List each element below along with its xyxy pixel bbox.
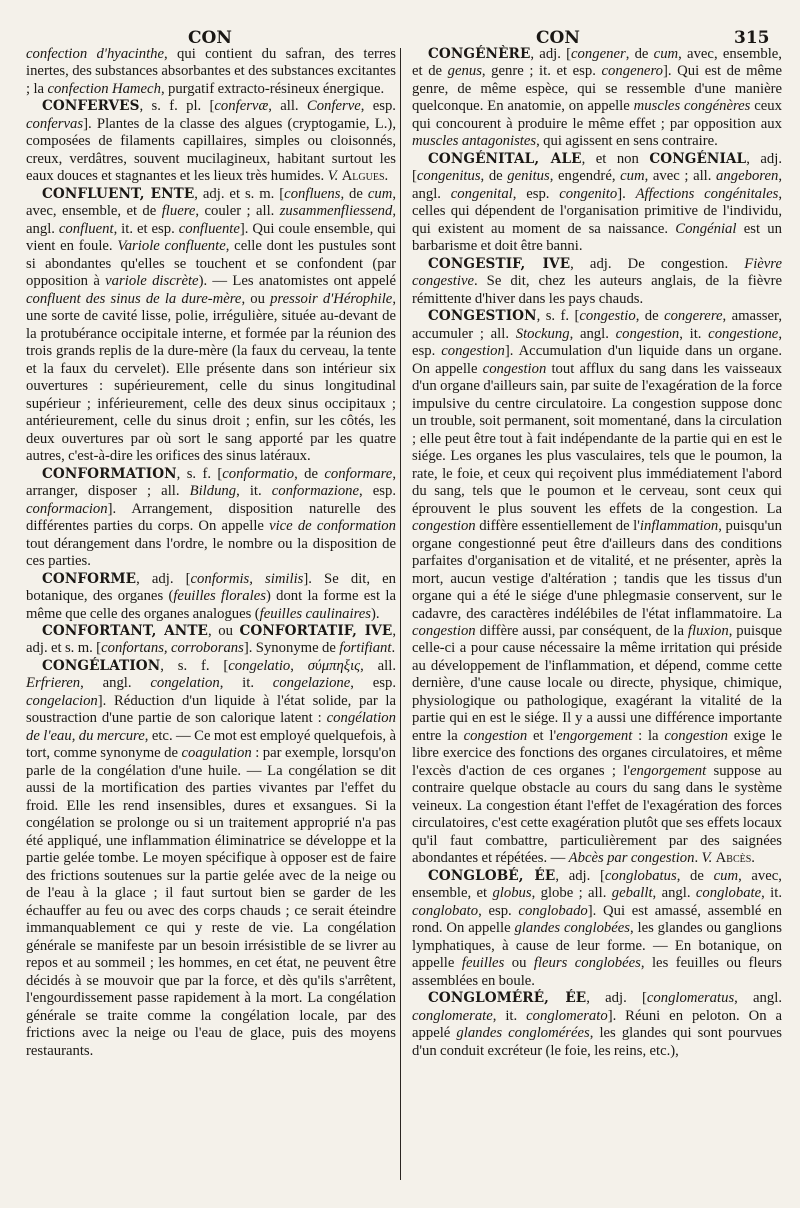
entry-text: diffère aussi, par conséquent, de la — [475, 622, 688, 639]
entry-text: : par exemple, lorsqu'on parle de la congélation d'une huile. — La congélation se dit aussi de la mortification des parties vivantes par l'effet du froid. Elle les rend insensibles, dures et exsangues. Si la congélation se prolonge ou si un traitement approprié n'a pas été appliqué, une inflammation éliminatrice se développe et la partie gelée tombe. Le moyen spécifique à opposer est de faire des frictions soutenues sur la partie gelée avec de la neige ou de l'eau à la glace ; il faut surtout bien se garder de les échauffer au feu ou avec des corps chauds ; ce serait éteindre immanquablement ce qui y reste de vie. La congélation générale se manifeste par un besoin irrésistible de se livrer au repos et au sommeil ; les hommes, en cet état, ne peuvent être décidés à se mouvoir que par la force, et dès qu'ils s'arrêtent, l'engourdissement passe rapidement à la mort. La congélation générale se traite comme la congélation locale, par des frictions avec la neige ou l'eau de glace, puis des moyens restaurants. — [26, 745, 396, 1059]
entry-text: , angl. — [80, 675, 151, 692]
entry-text: congestion — [664, 727, 728, 744]
entry-text: , — [290, 657, 308, 674]
entry-text: . — [391, 640, 396, 657]
entry-text: , it. — [236, 483, 272, 500]
headword: CONGÉLATION — [42, 657, 161, 674]
entry-text: , esp. — [478, 902, 519, 919]
entry-text: , ou — [208, 622, 240, 639]
entry-congenere — [412, 46, 782, 151]
entry-text: ]. Réduction d'un liquide à l'état solide, par la soustraction d'une partie de son calorique latent : — [26, 692, 396, 727]
entry-text: fluxion — [687, 622, 729, 639]
entry-text: coagulation — [181, 745, 252, 762]
column-divider — [400, 48, 401, 1180]
entry-text: , de — [635, 308, 665, 325]
entry-text: congelation — [150, 675, 220, 692]
entry-text: muscles antagonistes — [412, 133, 537, 150]
entry-text: , adj. [ — [530, 46, 572, 62]
entry-text: glandes conglomérées — [456, 1025, 590, 1042]
entry-text: exige le libre exercice des fonctions des organes circulatoires, et même l'excès d'action de ces organes ; l' — [412, 727, 783, 779]
entry-text: ). — [371, 605, 380, 622]
entry-text: , engendré, — [549, 168, 621, 185]
entry-text: fortifiant — [339, 640, 392, 657]
entry-text: feuilles florales — [173, 588, 266, 605]
entry-text: pressoir d'Hérophile — [270, 290, 393, 307]
entry-text: ) dont la forme est la même que celle des organes analogues ( — [26, 588, 396, 622]
entry-text: congestion — [441, 343, 505, 360]
entry-text: conglobado — [518, 902, 588, 919]
entry-text: , esp. — [350, 675, 396, 692]
entry-text: diffère essentiellement de l' — [475, 518, 640, 535]
entry-confortant — [26, 623, 396, 658]
entry-text: congelatio — [228, 657, 291, 674]
entry-text: ]. Accumulation d'un liquide dans un organe. On appelle — [412, 343, 783, 377]
entry-text: , avec ; all. — [644, 168, 717, 185]
entry-text: ). — Les anatomistes ont appelé — [198, 273, 396, 290]
entry-text: conformatio — [222, 465, 295, 482]
entry-text: cum — [653, 46, 679, 62]
entry-text: , avec, ensemble, et — [412, 867, 782, 902]
entry-text: tout afflux du sang dans les vaisseaux d'un organe d'ailleurs sain, par suite de l'exagération de la force impulsive du centre circulatoire. La congestion suppose donc un trouble, soit permanent, soit momentané, dans la circulation ; elle peut être tout à fait indépendante de la partie qui en est le siége. Les organes les plus vasculaires, tels que le poumon, la rate, le foie, et ceux qui reçoivent plus immédiatement l'abord du sang, tels que le poumon et le cerveau, sont ceux qui éprouvent le plus souvent les effets de la congestion. La — [412, 360, 782, 517]
entry-text: genus — [447, 63, 482, 80]
entry-text: cum — [367, 185, 393, 202]
entry-text: congestion — [412, 622, 476, 639]
entry-text: conformacion — [26, 500, 108, 517]
entry-text: conformare — [324, 465, 393, 482]
entry-text: fleurs conglobées — [533, 955, 641, 972]
entry-text: est un barbarisme et doit être banni. — [412, 220, 782, 255]
entry-text: , celles qui dépendent de l'organisation primitive de l'individu, qui existent au moment de sa naissance. — [412, 185, 782, 237]
entry-text: , etc. — Ce mot est employé quelquefois, à tort, comme synonyme de — [26, 727, 396, 762]
entry-text: Affections congénitales — [635, 185, 779, 202]
entry-text: , esp. — [360, 98, 396, 115]
entry-text: , couler ; all. — [195, 203, 280, 220]
entry-text: et l' — [527, 727, 557, 744]
entry-text: Congénial — [675, 220, 737, 237]
entry-text: congenitus — [416, 168, 481, 185]
entry-text: tout dérangement dans l'ordre, le nombre ou la disposition de ces parties. — [26, 535, 396, 570]
entry-text: Variole confluente — [117, 238, 226, 255]
entry-text: glandes conglobées — [514, 920, 631, 937]
entry-text: congenito — [559, 185, 618, 202]
entry-text: . — [751, 850, 755, 867]
entry-congelation — [26, 658, 396, 1060]
entry-text: , all. — [268, 98, 307, 115]
entry-text: Fièvre congestive — [412, 255, 782, 290]
entry-text: , avec, ensemble, et de — [412, 46, 782, 80]
entry-text: conformis, similis — [190, 570, 304, 587]
headword: CONGÉNIAL — [649, 150, 747, 167]
entry-text: inflammation — [639, 518, 719, 535]
entry-text: , de — [625, 46, 654, 62]
entry-text: conglobato — [412, 902, 479, 919]
entry-text: congerere — [664, 308, 723, 325]
entry-text: Stockung — [515, 325, 570, 342]
entry-text: angeboren — [716, 168, 779, 185]
entry-text: congestion — [412, 518, 476, 535]
headword: CONFORME — [42, 570, 137, 587]
headword: CONGLOMÉRÉ, ÉE — [428, 990, 587, 1007]
entry-text: V. — [701, 850, 716, 867]
entry-text: congestion — [482, 360, 547, 377]
entry-text: congestion — [463, 727, 528, 744]
entry-text: ]. Qui est de même genre, de même espèce, qui se ressemble d'une manière quelconque. En anatomie, on appelle — [412, 63, 782, 115]
entry-text: geballt — [611, 885, 653, 902]
entry-text: cum — [620, 168, 645, 185]
entry-confection-continued — [26, 46, 396, 98]
entry-text: , angl. — [569, 325, 616, 342]
entry-text: feuilles — [461, 955, 505, 972]
entry-congenital — [412, 151, 782, 256]
entry-confluent — [26, 186, 396, 466]
headword: CONGÉNITAL, ALE — [428, 150, 582, 167]
headword: CONFORTANT, ANTE — [42, 622, 209, 639]
entry-text: congener — [571, 46, 626, 62]
entry-text: , arranger, disposer ; all. — [26, 465, 396, 500]
entry-text: congenital — [450, 185, 513, 202]
entry-text: , de — [676, 867, 714, 884]
entry-text: , esp. — [412, 325, 782, 360]
entry-text: , celle dont les pustules sont si abondantes qu'elles se touchent et se confondent (par opposition à — [26, 238, 396, 290]
entry-text: ]. Qui coule ensemble, qui vient en foule. — [26, 220, 396, 255]
entry-text: ]. Se dit, en botanique, des organes ( — [26, 570, 396, 605]
entry-text: , s. f. pl. [ — [139, 98, 215, 115]
entry-text: , esp. — [359, 483, 397, 500]
entry-text: , it. et esp. — [113, 220, 179, 237]
entry-text: Abcès — [715, 850, 752, 867]
entry-text: Bildung — [189, 483, 237, 500]
entry-text: Conferve — [306, 98, 361, 115]
headword: CONFORTATIF, IVE — [239, 622, 393, 639]
entry-text: ]. Plantes de la classe des algues (cryptogamie, L.), composées de filaments capillaires, simples ou cloisonnés, creux, verdâtres, souvent mucilagineux, habitant surtout les eaux douces et stagnantes et les lieux très humides. — [26, 115, 396, 185]
headword: CONGÉNÈRE — [428, 46, 531, 62]
entry-text: conglomeratus — [646, 990, 735, 1007]
entry-text: , purgatif extracto-résineux énergique. — [160, 80, 385, 97]
headword: CONFORMATION — [42, 465, 177, 482]
entry-text: , angl. — [412, 168, 782, 202]
entry-text: globus — [492, 885, 532, 902]
entry-text: , amasser, accumuler ; all. — [412, 308, 782, 342]
entry-text: , esp. — [512, 185, 560, 202]
left-column — [26, 46, 396, 1060]
entry-text: vice de conformation — [269, 518, 396, 535]
entry-text: ]. Arrangement, disposition naturelle des différentes parties du corps. On appelle — [26, 500, 396, 535]
entry-text: congelazione — [272, 675, 351, 692]
entry-text: feuilles caulinaires — [259, 605, 371, 622]
entry-text: , it. — [219, 675, 273, 692]
entry-text: , angl. — [652, 885, 696, 902]
entry-text: , adj. [ — [555, 867, 605, 884]
headword: CONGESTION — [428, 308, 537, 325]
entry-text: , avec, ensemble, et de — [26, 185, 397, 220]
entry-text: genitus — [507, 168, 550, 185]
entry-text: congelacion — [26, 692, 98, 709]
headword: CONFLUENT, ENTE — [42, 185, 195, 202]
entry-text: σύμπηξις — [307, 657, 361, 674]
entry-text: confortans, corroborans — [101, 640, 244, 657]
entry-text: , adj. et s. m. [ — [26, 622, 396, 657]
entry-text: , adj. [ — [412, 150, 782, 185]
right-column — [412, 46, 782, 1060]
entry-text: ]. — [617, 185, 636, 202]
entry-text: , it. — [679, 325, 709, 342]
entry-text: , de — [480, 168, 508, 185]
right-guide-word: CON — [536, 28, 580, 48]
headword: CONGESTIF, IVE — [428, 255, 571, 272]
entry-text: , une sorte de cavité lisse, polie, irrégulière, située au-devant de la protubérance occipitale interne, et formée par la réunion des trois grands replis de la dure-mère (la faux du cerveau, la tente et la faux du cervelet). Elle présente dans son intérieur six ouvertures : supérieurement, celle du sinus longitudinal supérieur ; inférieurement, celle des deux sinus occipitaux ; antérieurement, celle du sinus droit ; enfin, sur les côtés, les deux ouvertures par où sort le sang apporté par les quatre autres, c'est-à-dire les orifices des sinus latéraux. — [26, 290, 396, 465]
entry-text: confluente — [178, 220, 240, 237]
entry-text: ]. Synonyme de — [243, 640, 340, 657]
headword: CONFERVES — [42, 98, 140, 115]
entry-text: V. — [327, 168, 342, 185]
entry-text: , angl. — [26, 203, 396, 237]
entry-text: conformazione — [271, 483, 360, 500]
entry-text: engorgement — [630, 762, 707, 779]
entry-text: : la — [632, 727, 665, 744]
entry-text: congestione — [708, 325, 779, 342]
entry-congestion — [412, 308, 782, 868]
entry-text: Algues — [341, 168, 385, 185]
entry-text: Erfrieren — [26, 675, 81, 692]
entry-conglomere — [412, 990, 782, 1060]
entry-text: confluent — [58, 220, 114, 237]
entry-text: Abcès par congestion — [568, 850, 695, 867]
entry-text: congélation de l'eau, du mercure — [26, 710, 396, 744]
entry-text: , les feuilles ou fleurs assemblées en boule. — [412, 955, 782, 989]
entry-text: suppose au contraire quelque obstacle au cours du sang dans le système veineux. La congestion étant l'effet de l'exagération des forces circulatoires, c'est cette exagération plutôt que ses effets locaux qu'il faut combattre, particulièrement par des saignées abondantes et répétées. — — [412, 762, 782, 867]
entry-text: , puisqu'un organe congestionné peut être d'ailleurs dans des conditions parfaites d'organisation et de vitalité, et ne présenter, après la mort, aucun vestige d'altération ; tandis que les tissus d'un organe qui a été le siége d'une phlegmasie conservent, sur le cadavre, des caractères indélébiles de l'état inflammatoire. La — [412, 518, 782, 622]
entry-text: , les glandes qui sont pourvues d'un conduit excréteur (le foie, les reins, etc.), — [412, 1025, 782, 1059]
entry-text: confluent des sinus de la dure-mère — [26, 290, 242, 307]
entry-text: , qui contient du safran, des terres inertes, des substances absorbantes et des substances excitantes ; la — [26, 46, 396, 97]
entry-text: confervæ — [214, 98, 269, 115]
entry-text: , s. f. [ — [160, 657, 229, 674]
entry-text: , de — [340, 185, 368, 202]
entry-text: ]. Réuni en peloton. On a appelé — [412, 1007, 782, 1042]
entry-text: , all. — [360, 657, 396, 674]
entry-text: , qui agissent en sens contraire. — [536, 133, 718, 150]
entry-text: , et non — [581, 150, 650, 167]
entry-text: , de — [294, 465, 325, 482]
entry-text: engorgement — [556, 727, 633, 744]
entry-text: fluere — [161, 203, 196, 220]
entry-text: , adj. De congestion. — [570, 255, 745, 272]
entry-text: ou — [504, 955, 534, 972]
entry-text: , adj. [ — [136, 570, 191, 587]
entry-text: ceux qui concourent à produire le même effet ; par opposition aux — [412, 98, 782, 132]
left-guide-word: CON — [188, 28, 232, 48]
page-number: 315 — [734, 28, 770, 48]
entry-text: , s. f. [ — [536, 308, 580, 325]
entry-text: confection d'hyacinthe — [26, 46, 165, 62]
entry-conferves — [26, 98, 396, 185]
entry-conglobe — [412, 868, 782, 990]
entry-text: ]. Qui est amassé, assemblé en rond. On appelle — [412, 902, 782, 937]
entry-text: , globe ; all. — [531, 885, 612, 902]
entry-text: congenero — [601, 63, 663, 80]
entry-text: congestio — [579, 308, 636, 325]
entry-text: muscles congénères — [633, 98, 751, 115]
entry-text: , ou — [241, 290, 271, 307]
entry-text: , it. — [492, 1007, 527, 1024]
entry-text: , it. — [761, 885, 782, 902]
entry-text: conglobate — [695, 885, 762, 902]
entry-text: . — [694, 850, 702, 867]
entry-text: , les glandes ou ganglions lymphatiques, à cause de leur forme. — En botanique, on appelle — [412, 920, 782, 972]
entry-text: conglomerato — [526, 1007, 608, 1024]
entry-text: conglobatus — [604, 867, 677, 884]
entry-text: , genre ; it. et esp. — [481, 63, 602, 80]
entry-text: , adj. [ — [586, 990, 647, 1007]
entry-congestif — [412, 256, 782, 308]
entry-text: congestion — [615, 325, 680, 342]
entry-text: . — [384, 168, 389, 185]
entry-text: , angl. — [734, 990, 782, 1007]
entry-conforme — [26, 571, 396, 623]
entry-text: , puisque celle-ci a pour cause nécessaire la même irritation qui préside au développement de l'inflammation, et dépend, comme cette dernière, d'une cause locale ou directe, physique, chimique, physiologique ou pathologique, exagérant la vitalité de la partie qui en est le siége. Il y a aussi une différence importante entre la — [412, 622, 782, 744]
entry-conformation — [26, 466, 396, 571]
entry-text: , s. f. [ — [176, 465, 223, 482]
entry-text: cum — [713, 867, 739, 884]
entry-text: . Se dit, chez les auteurs anglais, de la fièvre rémittente d'hiver dans les pays chauds. — [412, 273, 782, 307]
entry-text: zusammenfliessend — [279, 203, 393, 220]
entry-text: confection Hamech — [47, 80, 161, 97]
headword: CONGLOBÉ, ÉE — [428, 867, 556, 884]
entry-text: conglomerate — [412, 1007, 493, 1024]
entry-text: variole discrète — [105, 273, 199, 290]
entry-text: confervas — [26, 115, 84, 132]
entry-text: , adj. et s. m. [ — [194, 185, 285, 202]
entry-text: confluens — [284, 185, 341, 202]
